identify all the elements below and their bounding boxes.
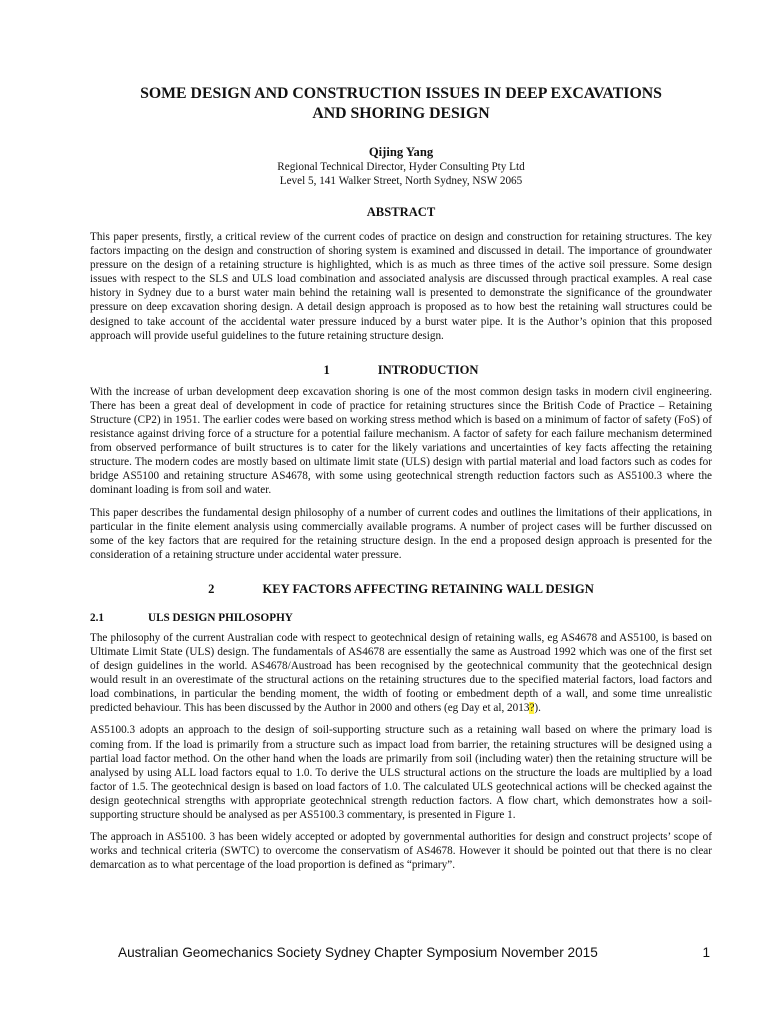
affiliation-line-2: Level 5, 141 Walker Street, North Sydney, NSW 2065 [279, 175, 523, 187]
section-2-heading [90, 581, 712, 597]
footer-text: Australian Geomechanics Society Sydney Chapter Symposium November 2015 [118, 945, 598, 960]
author-name: Qijing Yang [368, 145, 434, 159]
subsection-2-1-number: 2.1 [90, 611, 104, 624]
paper-title [90, 84, 712, 124]
uls-paragraph-3: The approach in AS5100. 3 has been widely accepted or adopted by governmental authorities for design and construct projects’ scope of works and technical criteria (SWTC) to overcome the conservatism of AS4678. However it should be pointed out that there is no clear demarcation as to what percentage of the load proportion is defined as “primary”. [90, 831, 712, 872]
section-2-title: KEY FACTORS AFFECTING RETAINING WALL DESIGN [262, 581, 594, 596]
title-line-1: SOME DESIGN AND CONSTRUCTION ISSUES IN DEEP EXCAVATIONS [140, 85, 662, 102]
section-1-title: INTRODUCTION [377, 362, 479, 377]
uls-paragraph-2: AS5100.3 adopts an approach to the design of soil-supporting structure such as a retaining wall based on where the primary load is coming from. If the load is primarily from a structure such as impact load from barrier, the retaining structures will be designed using a partial load factor method. On the other hand when the loads are primarily from soil (including water) then the retaining structure will be analysed by using ALL load factors equal to 1.0. To derive the ULS structural actions on the structure the loads are multiplied by a load factor of 1.5. The geotechnical design is based on load factors of 1.0. The calculated ULS geotechnical actions will be checked against the design geotechnical strengths with appropriate geotechnical strength reduction factors. A flow chart, which demonstrates how a soil-supporting structure should be analysed as per AS5100.3 commentary, is presented in Figure 1. [90, 724, 712, 821]
section-2-number: 2 [208, 581, 215, 596]
page-number: 1 [702, 945, 710, 960]
uls-paragraph-1-end: ). [534, 702, 541, 715]
section-1-heading [90, 362, 712, 378]
author-affiliation [90, 160, 712, 188]
page-footer [118, 945, 710, 960]
abstract-heading: ABSTRACT [366, 205, 436, 219]
highlighted-query-mark: ? [529, 702, 535, 715]
uls-paragraph-1 [90, 631, 712, 716]
title-line-2: AND SHORING DESIGN [312, 105, 490, 122]
intro-paragraph-1: With the increase of urban development deep excavation shoring is one of the most common design tasks in modern civil engineering. There has been a great deal of development in code of practice for retaining structures since the British Code of Practice – Retaining Structure (CP2) in 1951. The earlier codes were based on working stress method which is based on a minimum of factor of safety (FoS) of resistance against driving force of a structure for a potential failure mechanism. A factor of safety for each failure mechanism determined from observed performance of built structures is to cater for the likely variations and uncertainties of key facts affecting the retaining structure. The modern codes are mostly based on ultimate limit state (ULS) design with partial material and load factors such as codes for bridge AS5100 and retaining structure AS4678, with some using geotechnical strength reduction factors such as AS5100.3 where the dominant loading is from soil and water. [90, 385, 712, 497]
subsection-2-1-heading [90, 611, 712, 625]
section-1-number: 1 [323, 362, 330, 377]
uls-paragraph-1-text: The philosophy of the current Australian code with respect to geotechnical design of retaining walls, eg AS4678 and AS5100, is based on Ultimate Limit State (ULS) design. The fundamentals of AS4678 are essentially the same as Austroad 1992 which was one of the first set of design guidelines in the world. AS4678/Austroad has been recognised by the geotechnical community that the geotechnical design would result in an overestimate of the structural actions on the retaining structures due to the specified material factors, load factors and load combinations, in particular the bending moment, the width of footing or embedment depth of a wall, and some time unrealistic predicted behaviour. This has been discussed by the Author in 2000 and others (eg Day et al, 2013 [90, 631, 712, 715]
page-content [90, 84, 712, 872]
abstract-text: This paper presents, firstly, a critical review of the current codes of practice on design and construction for retaining structures. The key factors impacting on the design and construction of shoring system is examined and discussed in detail. The importance of groundwater pressure on the design of a retaining structure is highlighted, which is as much as three times of the active soil pressure. Some design issues with respect to the SLS and ULS load combination and associated analysis are discussed through practical examples. A real case history in Sydney due to a burst water main behind the retaining wall is presented to demonstrate the significance of the groundwater pressure on deep excavation shoring design. A detail design approach is proposed as to how best the retaining wall structures could be designed to take account of the accidental water pressure induced by a burst water pipe. It is the Author’s opinion that this proposed approach will provide useful guidelines to the future retaining structure design. [90, 231, 712, 342]
intro-paragraph-2: This paper describes the fundamental design philosophy of a number of current codes and outlines the limitations of their applications, in particular in the finite element analysis using commercially available programs. A number of project cases will be further discussed on some of the key factors that are required for the retaining structure design. In the end a proposed design approach is presented for the consideration of a retaining structure under accidental water pressure. [90, 506, 712, 561]
subsection-2-1-title: ULS DESIGN PHILOSOPHY [148, 611, 293, 624]
affiliation-line-1: Regional Technical Director, Hyder Consulting Pty Ltd [277, 161, 525, 173]
